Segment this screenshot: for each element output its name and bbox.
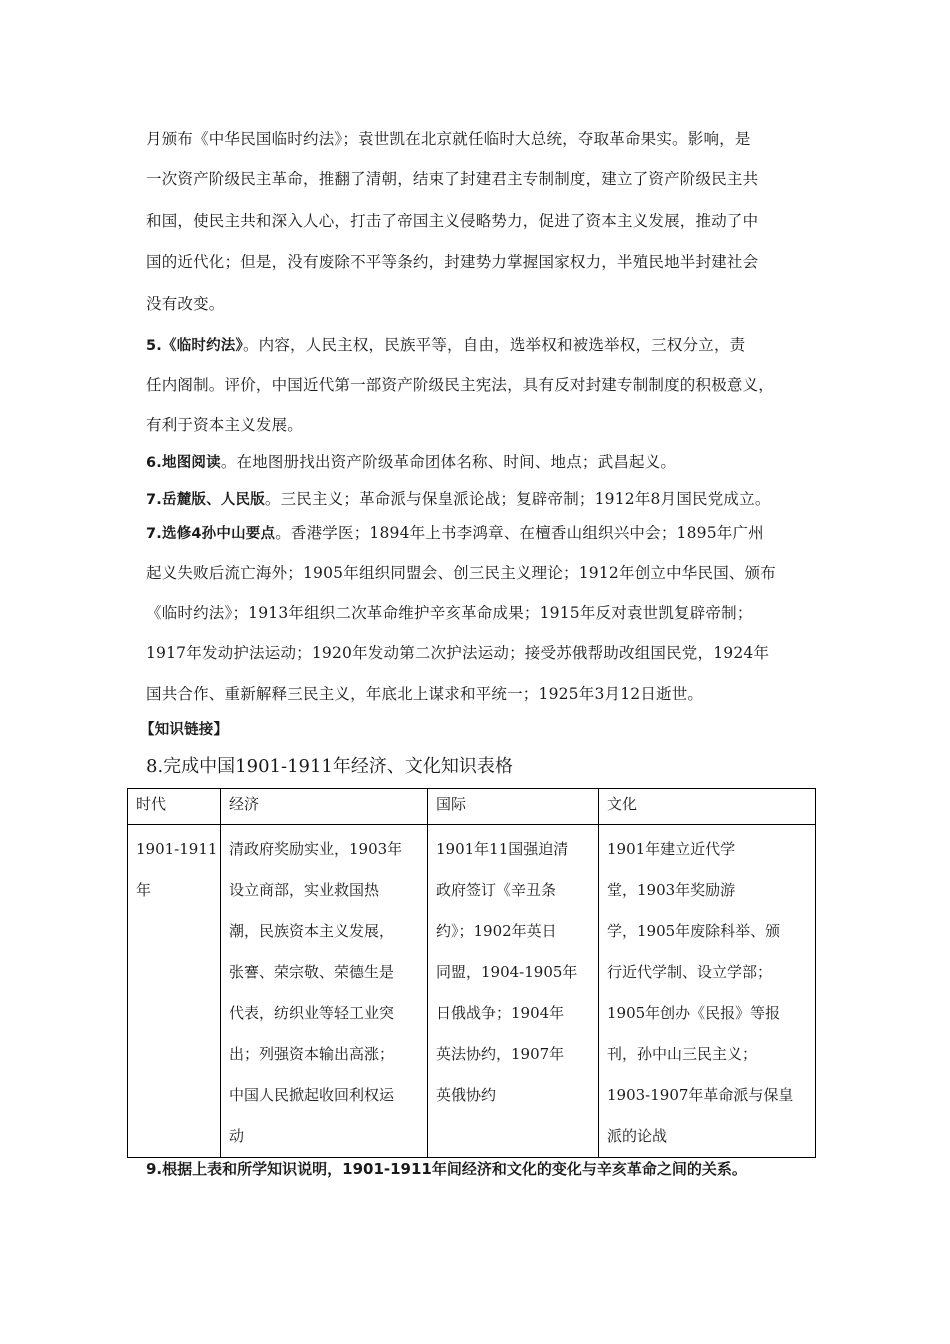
point7a-text: 。三民主义；革命派与保皇派论战；复辟帝制；1912年8月国民党成立。: [264, 490, 771, 508]
point5-heading: 5.《临时约法》: [146, 338, 243, 354]
cell-line: 学，1905年废除科举、颁: [607, 922, 781, 940]
point7a-heading: 7.岳麓版、人民版: [146, 492, 265, 508]
intro-line-4: 国的近代化；但是，没有废除不平等条约，封建势力掌握国家权力，半殖民地半封建社会: [146, 253, 759, 271]
point6-heading: 6.地图阅读: [146, 455, 221, 471]
point7b-line-5: 国共合作、重新解释三民主义，年底北上谋求和平统一；1925年3月12日逝世。: [146, 685, 704, 703]
header-era: 时代: [128, 789, 221, 825]
intro-line-3: 和国，使民主共和深入人心，打击了帝国主义侵略势力，促进了资本主义发展，推动了中: [146, 212, 759, 230]
intro-line-2: 一次资产阶级民主革命，推翻了清朝，结束了封建君主专制制度，建立了资产阶级民主共: [146, 170, 759, 188]
point7b-line-3: 《临时约法》；1913年组织二次革命维护辛亥革命成果；1915年反对袁世凯复辟帝制；: [146, 604, 753, 622]
cell-line: 1901年11国强迫清: [436, 840, 569, 858]
point5-line-1: [146, 333, 745, 355]
cell-line: 设立商部，实业救国热: [229, 881, 380, 899]
point7b-line-2: 起义失败后流亡海外；1905年组织同盟会、创三民主义理论；1912年创立中华民国、颁布: [146, 564, 776, 582]
header-culture: 文化: [599, 789, 816, 825]
cell-line: 英法协约，1907年: [436, 1045, 565, 1063]
international-cell: [428, 825, 599, 1158]
cell-line: 日俄战争；1904年: [436, 1004, 565, 1022]
intro-line-1: 月颁布《中华民国临时约法》；袁世凯在北京就任临时大总统，夺取革命果实。影响，是: [146, 130, 751, 148]
cell-line: 清政府奖励实业，1903年: [229, 840, 403, 858]
cell-line: 英俄协约: [436, 1086, 497, 1104]
cell-line: 张謇、荣宗敬、荣德生是: [229, 963, 395, 981]
question-9: 9.根据上表和所学知识说明，1901-1911年间经济和文化的变化与辛亥革命之间的关系。: [146, 1160, 747, 1178]
cell-line: 1903-1907年革命派与保皇: [607, 1086, 794, 1104]
cell-line: 出；列强资本输出高涨；: [229, 1045, 395, 1063]
point7b-line-1: [146, 521, 764, 543]
cell-line: 1901-1911: [136, 840, 218, 858]
point7b-heading: 7.选修4孙中山要点: [146, 526, 276, 542]
knowledge-link-heading: 【知识链接】: [140, 722, 229, 738]
cell-line: 约》；1902年英日: [436, 922, 557, 940]
economy-cell: [221, 825, 428, 1158]
table-row: [128, 825, 816, 1158]
point7b-line-4: 1917年发动护法运动；1920年发动第二次护法运动；接受苏俄帮助改组国民党，1924年: [146, 644, 770, 662]
cell-line: 1905年创办《民报》等报: [607, 1004, 781, 1022]
cell-line: 潮，民族资本主义发展，: [229, 922, 395, 940]
point5-text-1: 。内容，人民主权，民族平等，自由，选举权和被选举权，三权分立，责: [242, 336, 746, 354]
cell-line: 派的论战: [607, 1127, 668, 1145]
cell-line: 刊，孙中山三民主义；: [607, 1045, 758, 1063]
cell-line: 政府签订《辛丑条: [436, 881, 557, 899]
point6-text: 。在地图册找出资产阶级革命团体名称、时间、地点；武昌起义。: [220, 453, 677, 471]
cell-line: 行近代学制、设立学部；: [607, 963, 773, 981]
point6-line: [146, 450, 676, 472]
point5-line-3: 有利于资本主义发展。: [146, 416, 304, 434]
point7b-text-1: 。香港学医；1894年上书李鸿章、在檀香山组织兴中会；1895年广州: [275, 524, 764, 542]
point7a-line: [146, 487, 771, 509]
table-header-row: [128, 789, 816, 825]
cell-line: 代表，纺织业等轻工业突: [229, 1004, 395, 1022]
cell-line: 年: [136, 881, 152, 899]
task8-title: 8.完成中国1901-1911年经济、文化知识表格: [146, 756, 513, 777]
cell-line: 动: [229, 1127, 245, 1145]
cell-line: 中国人民掀起收回利权运: [229, 1086, 395, 1104]
era-cell: [128, 825, 221, 1158]
intro-line-5: 没有改变。: [146, 295, 225, 313]
knowledge-table: [127, 788, 816, 1158]
point5-line-2: 任内阁制。评价，中国近代第一部资产阶级民主宪法，具有反对封建专制制度的积极意义，: [146, 376, 775, 394]
culture-cell: [599, 825, 816, 1158]
header-economy: 经济: [221, 789, 428, 825]
cell-line: 同盟，1904-1905年: [436, 963, 578, 981]
cell-line: 堂，1903年奖励游: [607, 881, 736, 899]
cell-line: 1901年建立近代学: [607, 840, 736, 858]
header-international: 国际: [428, 789, 599, 825]
